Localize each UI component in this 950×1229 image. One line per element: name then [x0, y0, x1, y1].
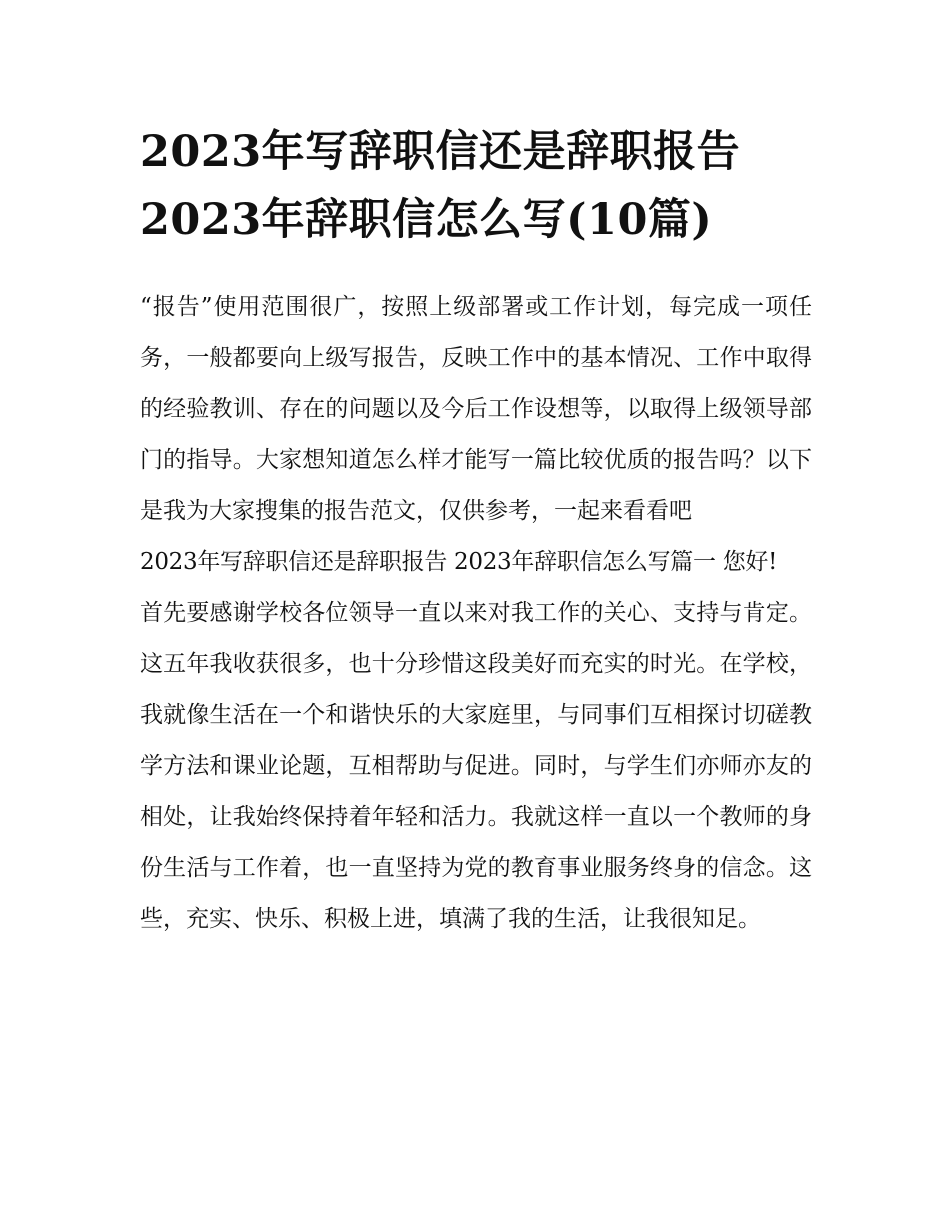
section-heading: 2023年写辞职信还是辞职报告 2023年辞职信怎么写篇一 您好! [140, 549, 778, 575]
document-title: 2023年写辞职信还是辞职报告 2023年辞职信怎么写(10篇) [140, 127, 741, 245]
body-paragraph: 首先要感谢学校各位领导一直以来对我工作的关心、支持与肯定。这五年我收获很多，也十分珍惜这段美好而充实的时光。在学校，我就像生活在一个和谐快乐的大家庭里，与同事们互相探讨切磋教学方法和课业论题，互相帮助与促进。同时，与学生们亦师亦友的相处，让我始终保持着年轻和活力。我就这样一直以一个教师的身份生活与工作着，也一直坚持为党的教育事业服务终身的信念。这些，充实、快乐、积极上进，填满了我的生活，让我很知足。 [140, 600, 812, 932]
intro-paragraph: “报告”使用范围很广，按照上级部署或工作计划，每完成一项任务，一般都要向上级写报告，反映工作中的基本情况、工作中取得的经验教训、存在的问题以及今后工作设想等，以取得上级领导部门的指导。大家想知道怎么样才能写一篇比较优质的报告吗？以下是我为大家搜集的报告范文，仅供参考，一起来看看吧 [140, 294, 812, 524]
document-page [140, 118, 812, 945]
